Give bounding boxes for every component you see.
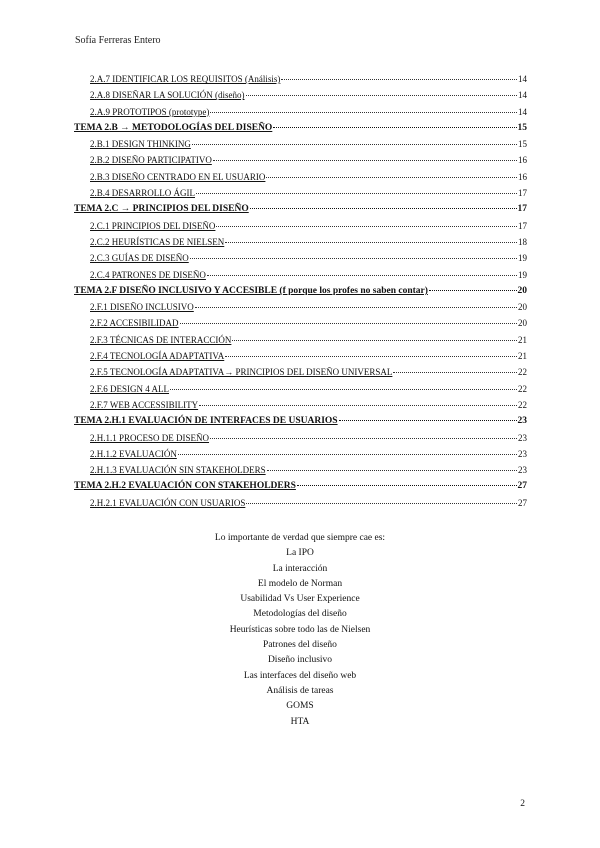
toc-entry-page: 21 [518,334,527,345]
toc-section-entry[interactable] [74,335,527,351]
toc-dot-leader [232,340,517,341]
toc-entry-title: 2.F.4 TECNOLOGÍA ADAPTATIVA [90,351,225,362]
toc-section-entry[interactable] [74,400,527,416]
toc-dot-leader [207,275,517,276]
toc-entry-page: 16 [518,155,527,166]
toc-entry-page: 17 [517,204,527,215]
toc-dot-leader [180,323,517,324]
toc-entry-page: 23 [517,416,527,427]
toc-entry-page: 27 [517,481,527,492]
toc-section-entry[interactable] [74,367,527,383]
toc-section-entry[interactable] [74,351,527,367]
toc-entry-page: 16 [518,171,527,182]
toc-entry-title: 2.C.3 GUÍAS DE DISEÑO [90,253,189,264]
toc-entry-title: 2.F.5 TECNOLOGÍA ADAPTATIVA→ PRINCIPIOS DEL DISEÑO UNIVERSAL [90,367,393,378]
toc-entry-title: 2.H.1.1 PROCESO DE DISEÑO [90,432,210,443]
toc-entry-title: 2.B.2 DISEÑO PARTICIPATIVO [90,155,212,166]
toc-dot-leader [210,438,517,439]
toc-entry-title: 2.F.6 DESIGN 4 ALL [90,383,170,394]
toc-section-entry[interactable] [74,253,527,269]
notes-item: Las interfaces del diseño web [243,670,357,681]
toc-section-entry[interactable] [74,107,527,123]
toc-entry-title: 2.H.1.2 EVALUACIÓN [90,448,177,459]
toc-section-entry[interactable] [74,172,527,188]
toc-entry-page: 19 [518,253,527,264]
toc-section-entry[interactable] [74,90,527,106]
toc-entry-page: 22 [518,367,527,378]
page-number: 2 [520,799,525,809]
toc-dot-leader [192,144,517,145]
toc-entry-page: 14 [518,106,527,117]
toc-entry-title: TEMA 2.H.1 EVALUACIÓN DE INTERFACES DE USUARIOS [74,416,338,427]
toc-dot-leader [246,95,518,96]
toc-section-entry[interactable] [74,498,527,514]
notes-item: Patrones del diseño [263,640,337,651]
toc-dot-leader [195,307,517,308]
toc-entry-title: 2.B.3 DISEÑO CENTRADO EN EL USUARIO [90,171,266,182]
notes-item: HTA [290,716,310,727]
notes-item: Análisis de tareas [266,685,334,696]
toc-dot-leader [225,242,517,243]
notes-heading: Lo importante de verdad que siempre cae es: [214,533,386,543]
toc-entry-page: 20 [517,285,527,296]
toc-entry-title: 2.C.1 PRINCIPIOS DEL DISEÑO [90,220,216,231]
table-of-contents [74,74,527,514]
toc-dot-leader [178,454,517,455]
toc-dot-leader [429,290,517,291]
toc-section-entry[interactable] [74,302,527,318]
toc-section-entry[interactable] [74,74,527,90]
toc-entry-title: 2.F.2 ACCESIBILIDAD [90,318,179,329]
important-topics-notes [0,531,600,730]
toc-entry-title: 2.B.4 DESARROLLO ÁGIL [90,188,195,199]
toc-entry-title: 2.A.7 IDENTIFICAR LOS REQUISITOS (Análisis) [90,74,281,84]
toc-dot-leader [297,485,517,486]
toc-entry-title: TEMA 2.H.2 EVALUACIÓN CON STAKEHOLDERS [74,481,296,492]
notes-item: Diseño inclusivo [267,655,333,666]
toc-section-entry[interactable] [74,237,527,253]
toc-dot-leader [267,470,517,471]
toc-dot-leader [170,389,517,390]
toc-dot-leader [213,160,517,161]
toc-entry-title: TEMA 2.F DISEÑO INCLUSIVO Y ACCESIBLE (f porque los profes no saben contar) [74,285,428,296]
toc-entry-title: 2.F.7 WEB ACCESSIBILITY [90,399,199,410]
toc-entry-page: 14 [518,74,527,84]
toc-entry-page: 17 [518,220,527,231]
toc-section-entry[interactable] [74,270,527,286]
toc-section-entry[interactable] [74,155,527,171]
toc-chapter-entry[interactable] [74,481,527,497]
toc-entry-page: 17 [518,188,527,199]
toc-entry-title: 2.C.4 PATRONES DE DISEÑO [90,269,206,280]
toc-chapter-entry[interactable] [74,286,527,302]
toc-entry-title: 2.A.8 DISEÑAR LA SOLUCIÓN (diseño) [90,90,245,101]
toc-entry-page: 23 [518,465,527,476]
toc-entry-page: 15 [517,122,527,133]
toc-entry-page: 20 [518,318,527,329]
notes-item: Metodologías del diseño [253,609,347,620]
toc-dot-leader [266,177,517,178]
toc-dot-leader [250,208,517,209]
toc-dot-leader [199,405,517,406]
toc-entry-page: 23 [518,448,527,459]
toc-entry-page: 22 [518,399,527,410]
notes-item: Usabilidad Vs User Experience [240,594,360,605]
toc-entry-title: 2.F.3 TÉCNICAS DE INTERACCIÓN [90,334,232,345]
notes-item: La IPO [286,548,314,559]
toc-dot-leader [273,127,516,128]
toc-entry-title: 2.F.1 DISEÑO INCLUSIVO [90,302,194,313]
toc-section-entry[interactable] [74,384,527,400]
toc-dot-leader [190,258,517,259]
toc-entry-title: 2.B.1 DESIGN THINKING [90,139,191,150]
toc-dot-leader [225,356,517,357]
notes-item: El modelo de Norman [257,578,343,589]
toc-entry-title: TEMA 2.C → PRINCIPIOS DEL DISEÑO [74,204,249,215]
toc-entry-page: 19 [518,269,527,280]
toc-entry-page: 22 [518,383,527,394]
toc-dot-leader [246,503,517,504]
toc-dot-leader [339,420,517,421]
toc-section-entry[interactable] [74,139,527,155]
toc-dot-leader [281,79,517,80]
toc-entry-title: 2.A.9 PROTOTIPOS (prototype) [90,106,210,117]
toc-dot-leader [210,112,517,113]
toc-entry-title: 2.C.2 HEURÍSTICAS DE NIELSEN [90,236,225,247]
toc-section-entry[interactable] [74,449,527,465]
notes-item: GOMS [286,701,314,712]
toc-entry-page: 23 [518,432,527,443]
toc-dot-leader [393,372,517,373]
toc-section-entry[interactable] [74,465,527,481]
toc-section-entry[interactable] [74,221,527,237]
toc-chapter-entry[interactable] [74,204,527,220]
toc-entry-page: 15 [518,139,527,150]
toc-dot-leader [216,226,517,227]
toc-entry-title: TEMA 2.B → METODOLOGÍAS DEL DISEÑO [74,122,273,133]
toc-section-entry[interactable] [74,433,527,449]
toc-section-entry[interactable] [74,188,527,204]
toc-section-entry[interactable] [74,318,527,334]
page-header-author: Sofía Ferreras Entero [75,35,161,46]
toc-entry-page: 18 [518,236,527,247]
toc-entry-title: 2.H.1.3 EVALUACIÓN SIN STAKEHOLDERS [90,465,266,476]
toc-chapter-entry[interactable] [74,416,527,432]
toc-entry-page: 21 [518,351,527,362]
notes-item: La interacción [272,563,328,574]
notes-item: Heurísticas sobre todo las de Nielsen [229,624,371,635]
toc-entry-page: 14 [518,90,527,101]
toc-entry-title: 2.H.2.1 EVALUACIÓN CON USUARIOS [90,497,246,508]
toc-entry-page: 20 [518,302,527,313]
toc-entry-page: 27 [518,497,527,508]
toc-chapter-entry[interactable] [74,123,527,139]
toc-dot-leader [196,193,517,194]
